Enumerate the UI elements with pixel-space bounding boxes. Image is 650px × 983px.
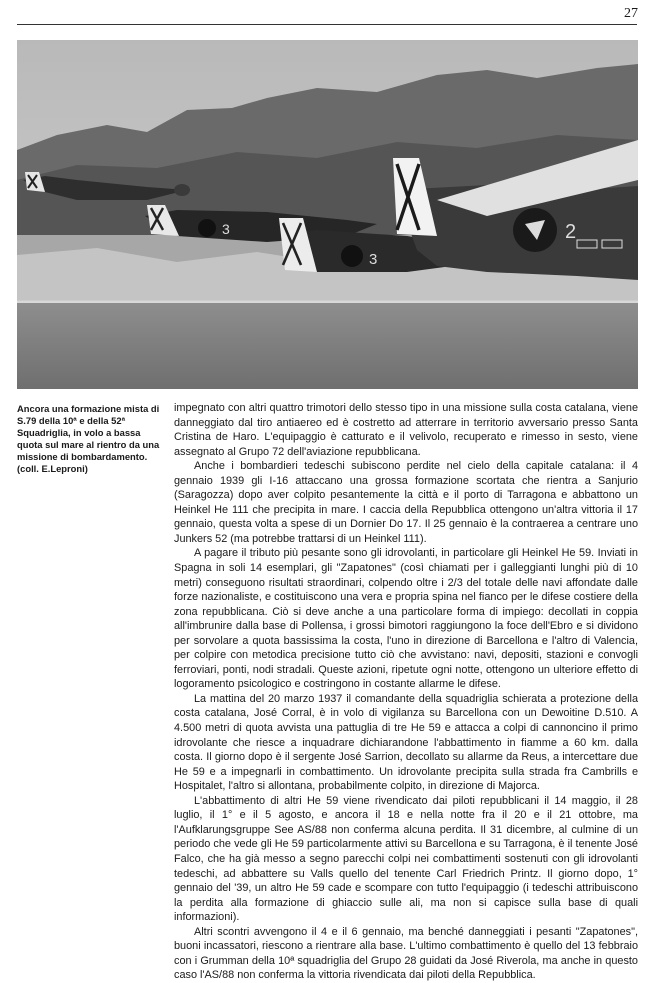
svg-text:3: 3 bbox=[369, 251, 378, 268]
paragraph: A pagare il tributo più pesante sono gli idrovolanti, in particolare gli Heinkel He 59. Inviati in Spagna in soli 14 esemplari, gli "Zapatones" (così chiamati per i galleggianti lunghi più di 10 metri) conseguono risultati straordinari, colpendo oltre i 2/3 del totale delle navi affondate dalle forze nazionaliste, e costituiscono una vera e propria spina nel fianco per le difese costiere della zona repubblicana. Ciò si deve anche a una particolare forma di impiego: decollati in coppia all'imbrunire dalla base di Pollensa, i grossi bimotori raggiungono la foce dell'Ebro e si dividono per sorvolare a quota bassissima la costa, l'uno in direzione di Barcellona e l'altro di Valencia, per colpire con metodica precisione tutto ciò che avvistano: navi, depositi, stazioni e convogli ferroviari, ponti, nodi stradali. Queste azioni, ripetute ogni notte, ottengono un ulteriore effetto di logoramento psicologico e costringono in costante allarme le difese. bbox=[174, 547, 638, 691]
paragraph: Anche i bombardieri tedeschi subiscono perdite nel cielo della capitale catalana: il 4 gennaio 1939 gli I-16 attaccano una grossa formazione scortata che rientra a Sanjurio (Saragozza) dopo aver colpito pesantemente la città e il porto di Tarragona e abbattono un Heinkel He 111 che precipita in mare. I caccia della Repubblica ottengono un'altra vittoria il 17 gennaio, questa volta a spese di un Dornier Do 17. Il 25 gennaio è la contraerea a centrare uno Junkers 52 (ma potrebbe trattarsi di un Heinkel 111). bbox=[174, 460, 638, 545]
aircraft-formation-photo bbox=[17, 40, 638, 389]
header-rule bbox=[17, 24, 637, 25]
page-number: 27 bbox=[624, 6, 638, 21]
paragraph: impegnato con altri quattro trimotori dello stesso tipo in una missione sulla costa catalana, viene danneggiato dal tiro antiaereo ed è costretto ad atterrare in territorio avversario presso Santa Cristina de Haro. L'equipaggio è catturato e il velivolo, recuperato e rimesso in sesto, viene assegnato al Grupo 72 dell'aviazione repubblicana. bbox=[174, 402, 638, 458]
svg-text:2: 2 bbox=[565, 221, 577, 243]
caption-credit: (coll. E.Leproni) bbox=[17, 463, 88, 474]
paragraph: La mattina del 20 marzo 1937 il comandante della squadriglia schierata a protezione della costa catalana, José Corral, è in volo di vigilanza su Barcellona con un Dewoitine D.510. A 4.500 metri di quota avvista una pattuglia di tre He 59 e attacca a colpi di cannoncino il primo idrovolante che riesce a inquadrare dichiarandone l'abbattimento in fiamme a 60 km. dalla costa. Il giorno dopo è il sergente José Sarrion, decollato su allarme da Reus, a intercettare due He 59 e a impegnarli in combattimento. Un idrovolante precipita sulla strada fra Cambrills e Hospitalet, l'altro si allontana, probabilmente colpito, in direzione di Majorca. bbox=[174, 692, 638, 793]
article-body bbox=[174, 401, 638, 983]
paragraph: L'abbattimento di altri He 59 viene rivendicato dai piloti repubblicani il 14 maggio, il 28 luglio, il 1° e il 5 agosto, e ancora il 18 e nella notte fra il 20 e il 21 ottobre, ma l'Aufklarungsgruppe See AS/88 non conferma alcuna perdita. Il 31 dicembre, al culmine di un periodo che vede gli He 59 particolarmente attivi su Barcellona e su Tarragona, è il tenente José Falco, che ha già messo a segno parecchi colpi nei combattimenti sostenuti con gli idrovolanti tedeschi, ad abbattere su Valls quello del tenente Carl Friedrich Printz. Il giorno dopo, 1° gennaio del '39, un altro He 59 cade e scompare con tutto l'equipaggio (i tedeschi attribuiscono la perdita alla formazione di ghiaccio sulle ali, ma non si capisce sulla base di quali informazioni). bbox=[174, 794, 638, 924]
photo-caption bbox=[17, 403, 161, 475]
svg-text:3: 3 bbox=[222, 221, 230, 237]
paragraph: Altri scontri avvengono il 4 e il 6 gennaio, ma benché danneggiati i pesanti "Zapatones", buoni incassatori, riescono a rientrare alla base. L'ultimo combattimento è quello del 13 febbraio con i Grumman della 10ª squadriglia del Grupo 28 guidati da José Riverola, ma anche in questo caso l'AS/88 non conferma la vittoria rivendicata dai piloti della Repubblica. bbox=[174, 925, 638, 982]
caption-text: Ancora una formazione mista di S.79 della 10ª e della 52ª Squadriglia, in volo a bassa quota sul mare al rientro da una missione di bombardamento. bbox=[17, 403, 160, 462]
